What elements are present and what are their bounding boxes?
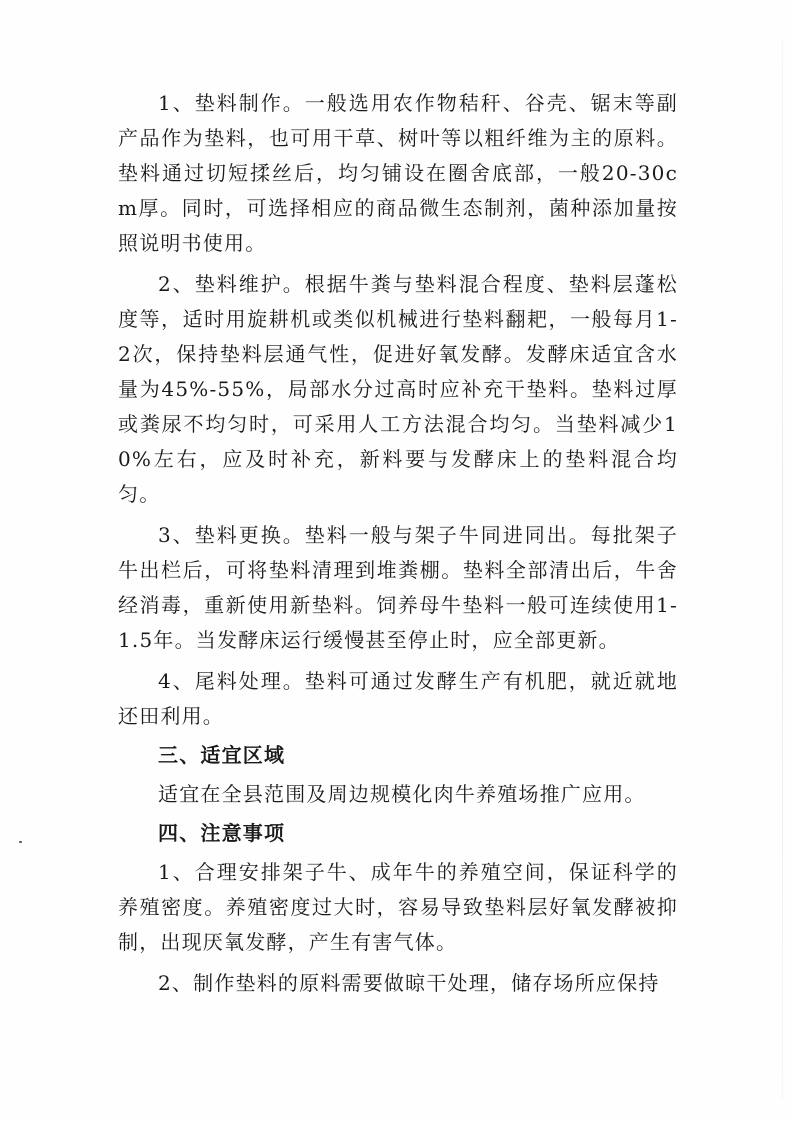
paragraph-residue-treatment: 4、尾料处理。垫料可通过发酵生产有机肥，就近就地还田利用。 bbox=[118, 669, 678, 728]
scan-speck bbox=[19, 841, 22, 843]
paragraph-applicable-area: 适宜在全县范围及周边规模化肉牛养殖场推广应用。 bbox=[158, 782, 646, 806]
document-body bbox=[118, 86, 678, 1001]
paragraph-precaution-density: 1、合理安排架子牛、成年牛的养殖空间，保证科学的养殖密度。养殖密度过大时，容易导致垫料层好氧发酵被抑制，出现厌氧发酵，产生有害气体。 bbox=[118, 860, 678, 954]
paragraph-bedding-replacement: 3、垫料更换。垫料一般与架子牛同进同出。每批架子牛出栏后，可将垫料清理到堆粪棚。垫料全部清出后，牛舍经消毒，重新使用新垫料。饲养母牛垫料一般可连续使用1-1.5年。当发酵床运行缓慢甚至停止时，应全部更新。 bbox=[118, 523, 678, 652]
paragraph-bedding-maintenance: 2、垫料维护。根据牛粪与垫料混合程度、垫料层蓬松度等，适时用旋耕机或类似机械进行垫料翻耙，一般每月1-2次，保持垫料层通气性，促进好氧发酵。发酵床适宜含水量为45%-55%，局部水分过高时应补充干垫料。垫料过厚或粪尿不均匀时，可采用人工方法混合均匀。当垫料减少10%左右，应及时补充，新料要与发酵床上的垫料混合均匀。 bbox=[118, 272, 678, 506]
scan-edge bbox=[782, 40, 783, 1100]
section-heading-precautions: 四、注意事项 bbox=[158, 821, 286, 845]
paragraph-precaution-drying: 2、制作垫料的原料需要做晾干处理，储存场所应保持 bbox=[158, 971, 660, 995]
paragraph-bedding-preparation: 1、垫料制作。一般选用农作物秸秆、谷壳、锯末等副产品作为垫料，也可用干草、树叶等以粗纤维为主的原料。垫料通过切短揉丝后，均匀铺设在圈舍底部，一般20-30cm厚。同时，可选择相应的商品微生态制剂，菌种添加量按照说明书使用。 bbox=[118, 91, 678, 255]
section-heading-applicable-area: 三、适宜区域 bbox=[158, 743, 286, 767]
